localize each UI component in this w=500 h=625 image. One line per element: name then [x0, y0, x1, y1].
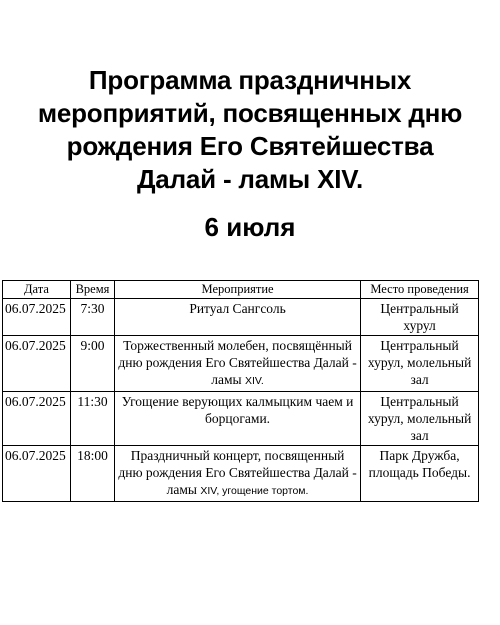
- cell-event: [114, 336, 360, 392]
- cell-place: Центральный хурул: [361, 299, 479, 336]
- table-row: [3, 299, 479, 336]
- cell-time: 18:00: [70, 446, 114, 502]
- cell-place: Центральный хурул, молельный зал: [361, 392, 479, 446]
- header-event: Мероприятие: [114, 281, 360, 299]
- cell-time: 9:00: [70, 336, 114, 392]
- event-text: Торжественный молебен, посвящённый дню рождения Его Святейшества Далай - ламы: [118, 338, 357, 387]
- table-row: [3, 336, 479, 392]
- date-heading: 6 июля: [204, 212, 296, 242]
- cell-date: 06.07.2025: [3, 446, 71, 502]
- cell-place: Парк Дружба, площадь Победы.: [361, 446, 479, 502]
- schedule-table: [2, 280, 479, 502]
- cell-date: 06.07.2025: [3, 392, 71, 446]
- event-small-text: XIV.: [244, 375, 264, 387]
- event-small-text: XIV: [200, 485, 217, 497]
- title-line: Программа праздничных: [88, 65, 412, 95]
- title-line: мероприятий, посвященных дню: [37, 98, 463, 128]
- event-text: Ритуал Сангсоль: [189, 301, 286, 316]
- table-row: [3, 392, 479, 446]
- table-header-row: [3, 281, 479, 299]
- cell-date: 06.07.2025: [3, 299, 71, 336]
- page-title: [0, 64, 500, 196]
- cell-place: Центральный хурул, молельный зал: [361, 336, 479, 392]
- event-text: Угощение верующих калмыцким чаем и борцогами.: [121, 394, 354, 426]
- cell-date: 06.07.2025: [3, 336, 71, 392]
- cell-time: 7:30: [70, 299, 114, 336]
- event-text: Праздничный концерт, посвященный дню рождения Его Святейшества Далай - ламы: [118, 448, 357, 497]
- title-line: рождения Его Святейшества: [66, 131, 434, 161]
- header-date: Дата: [3, 281, 71, 299]
- cell-event: [114, 446, 360, 502]
- cell-time: 11:30: [70, 392, 114, 446]
- title-line: Далай - ламы XIV.: [136, 164, 364, 194]
- event-tail-text: , угощение тортом.: [216, 485, 309, 497]
- cell-event: [114, 299, 360, 336]
- header-time: Время: [70, 281, 114, 299]
- table-row: [3, 446, 479, 502]
- header-place: Место проведения: [361, 281, 479, 299]
- cell-event: [114, 392, 360, 446]
